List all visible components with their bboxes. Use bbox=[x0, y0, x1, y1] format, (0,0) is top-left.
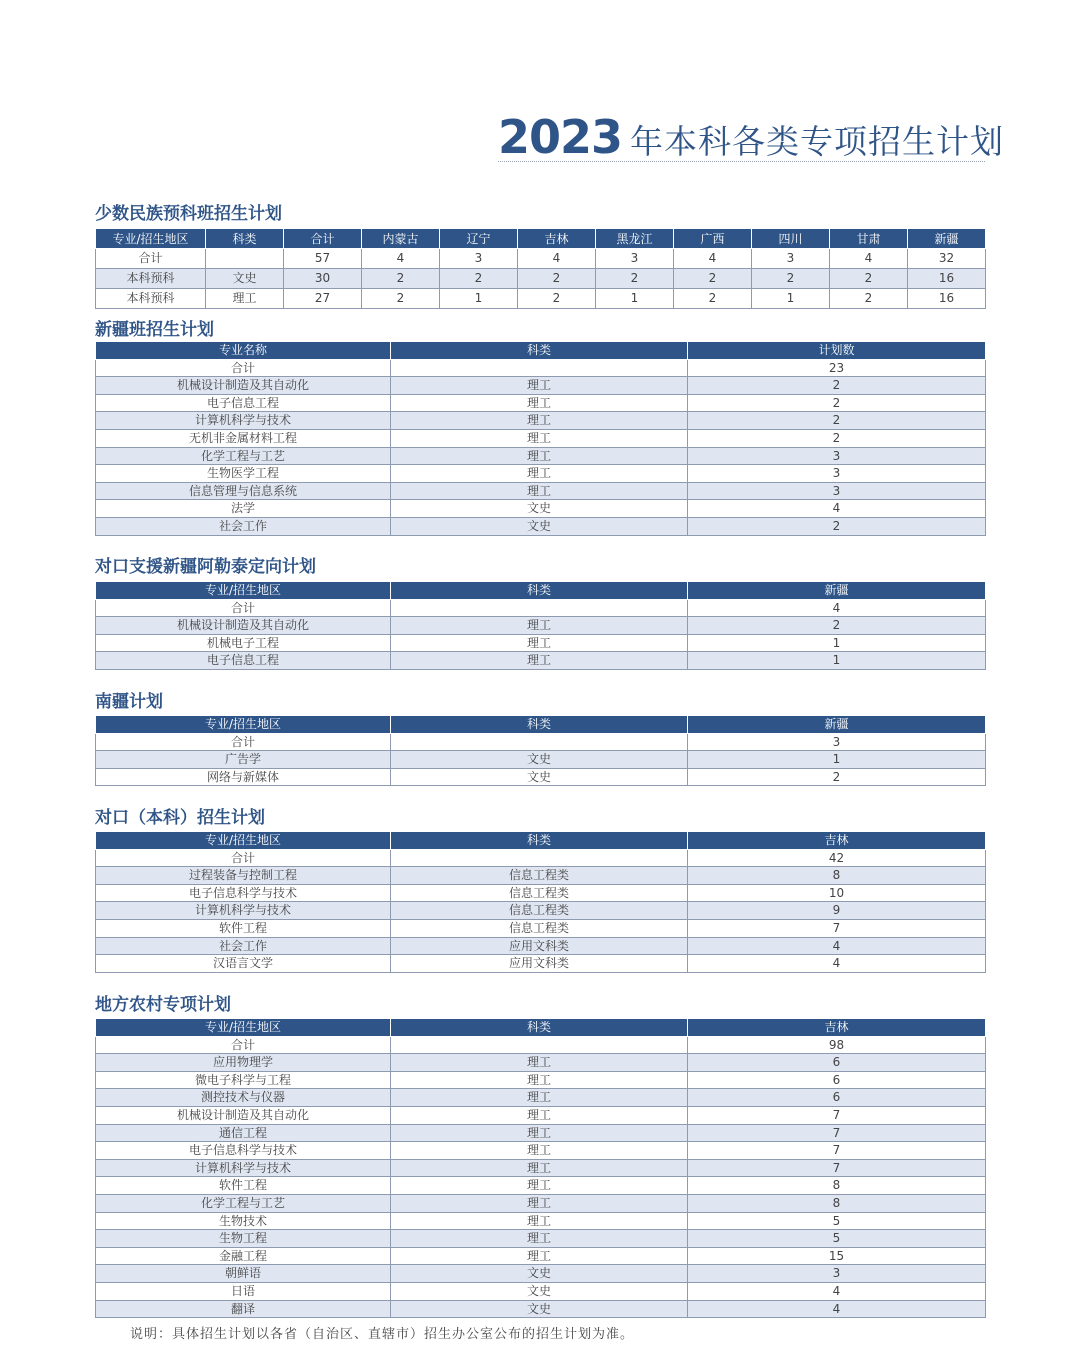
table-row bbox=[96, 1300, 986, 1318]
table-cell: 法学 bbox=[96, 500, 391, 518]
table-cell: 8 bbox=[688, 1177, 986, 1195]
table-cell: 测控技术与仪器 bbox=[96, 1089, 391, 1107]
table-row bbox=[96, 289, 986, 309]
table-cell: 2 bbox=[688, 768, 986, 786]
table-row bbox=[96, 1177, 986, 1195]
table-cell: 本科预科 bbox=[96, 289, 206, 309]
column-header: 新疆 bbox=[688, 582, 986, 600]
table-cell: 理工 bbox=[391, 1089, 688, 1107]
column-header: 吉林 bbox=[688, 1019, 986, 1037]
footnote: 说明：具体招生计划以各省（自治区、直辖市）招生办公室公布的招生计划为准。 bbox=[130, 1327, 635, 1342]
table-cell: 汉语言文学 bbox=[96, 955, 391, 973]
table-cell: 理工 bbox=[391, 634, 688, 652]
table-row bbox=[96, 1124, 986, 1142]
table-row bbox=[96, 849, 986, 867]
table-cell: 理工 bbox=[391, 1124, 688, 1142]
table-cell: 16 bbox=[908, 289, 986, 309]
column-header: 专业/招生地区 bbox=[96, 832, 391, 850]
table-cell: 软件工程 bbox=[96, 919, 391, 937]
table-cell: 日语 bbox=[96, 1282, 391, 1300]
table-cell: 理工 bbox=[391, 617, 688, 635]
table-cell bbox=[206, 249, 284, 269]
table-cell: 2 bbox=[830, 289, 908, 309]
table-cell: 4 bbox=[688, 599, 986, 617]
table-cell: 8 bbox=[688, 867, 986, 885]
table-row bbox=[96, 412, 986, 430]
duikou-table bbox=[95, 831, 986, 973]
table-cell: 过程装备与控制工程 bbox=[96, 867, 391, 885]
column-header: 专业/招生地区 bbox=[96, 1019, 391, 1037]
section-title-minority: 少数民族预科班招生计划 bbox=[95, 204, 282, 224]
table-cell: 2 bbox=[688, 394, 986, 412]
rural-table bbox=[95, 1018, 986, 1318]
table-cell: 42 bbox=[688, 849, 986, 867]
table-cell: 社会工作 bbox=[96, 517, 391, 535]
table-row bbox=[96, 482, 986, 500]
table-cell: 理工 bbox=[391, 1159, 688, 1177]
table-cell: 生物医学工程 bbox=[96, 465, 391, 483]
table-row bbox=[96, 751, 986, 769]
table-cell: 理工 bbox=[391, 1142, 688, 1160]
table-row bbox=[96, 1089, 986, 1107]
page-title bbox=[498, 110, 1005, 164]
table-cell: 4 bbox=[688, 937, 986, 955]
header-row bbox=[96, 229, 986, 249]
table-cell: 计算机科学与技术 bbox=[96, 412, 391, 430]
table-row bbox=[96, 429, 986, 447]
column-header: 专业/招生地区 bbox=[96, 716, 391, 734]
section-title-nanjiang: 南疆计划 bbox=[95, 692, 163, 712]
table-cell: 15 bbox=[688, 1247, 986, 1265]
table-cell: 3 bbox=[688, 447, 986, 465]
table-cell: 2 bbox=[362, 289, 440, 309]
title-text: 年本科各类专项招生计划 bbox=[630, 122, 1005, 161]
column-header: 合计 bbox=[284, 229, 362, 249]
table-cell: 机械设计制造及其自动化 bbox=[96, 377, 391, 395]
table-cell: 理工 bbox=[391, 1071, 688, 1089]
table-cell: 2 bbox=[752, 269, 830, 289]
table-cell: 理工 bbox=[391, 652, 688, 670]
table-cell: 机械设计制造及其自动化 bbox=[96, 1106, 391, 1124]
table-cell: 3 bbox=[440, 249, 518, 269]
table-cell: 广告学 bbox=[96, 751, 391, 769]
table-row bbox=[96, 517, 986, 535]
table-cell: 文史 bbox=[391, 1265, 688, 1283]
column-header: 科类 bbox=[391, 342, 688, 360]
table-cell: 3 bbox=[688, 1265, 986, 1283]
table-cell: 5 bbox=[688, 1212, 986, 1230]
table-cell: 4 bbox=[688, 1300, 986, 1318]
table-cell: 2 bbox=[688, 377, 986, 395]
table-cell: 理工 bbox=[391, 1194, 688, 1212]
table-cell: 理工 bbox=[391, 447, 688, 465]
table-cell: 计算机科学与技术 bbox=[96, 1159, 391, 1177]
section-title-rural: 地方农村专项计划 bbox=[95, 995, 231, 1015]
table-row bbox=[96, 902, 986, 920]
table-row bbox=[96, 1247, 986, 1265]
table-cell: 计算机科学与技术 bbox=[96, 902, 391, 920]
header-row bbox=[96, 582, 986, 600]
table-row bbox=[96, 394, 986, 412]
table-cell: 理工 bbox=[391, 1212, 688, 1230]
section-title-aletai: 对口支援新疆阿勒泰定向计划 bbox=[95, 557, 316, 577]
table-cell: 4 bbox=[688, 500, 986, 518]
table-cell: 翻译 bbox=[96, 1300, 391, 1318]
table-row bbox=[96, 1230, 986, 1248]
table-row bbox=[96, 634, 986, 652]
table-cell: 生物工程 bbox=[96, 1230, 391, 1248]
table-cell: 电子信息工程 bbox=[96, 394, 391, 412]
table-cell: 1 bbox=[596, 289, 674, 309]
table-cell: 理工 bbox=[391, 482, 688, 500]
table-row bbox=[96, 1159, 986, 1177]
table-row bbox=[96, 500, 986, 518]
table-cell: 5 bbox=[688, 1230, 986, 1248]
table-cell: 8 bbox=[688, 1194, 986, 1212]
table-cell: 信息管理与信息系统 bbox=[96, 482, 391, 500]
table-cell: 理工 bbox=[391, 1177, 688, 1195]
column-header: 广西 bbox=[674, 229, 752, 249]
table-cell: 1 bbox=[688, 751, 986, 769]
table-row bbox=[96, 652, 986, 670]
table-cell: 应用物理学 bbox=[96, 1054, 391, 1072]
table-cell bbox=[391, 359, 688, 377]
table-cell: 98 bbox=[688, 1036, 986, 1054]
table-cell: 信息工程类 bbox=[391, 919, 688, 937]
table-cell: 信息工程类 bbox=[391, 902, 688, 920]
table-row bbox=[96, 884, 986, 902]
nanjiang-table bbox=[95, 715, 986, 786]
column-header: 内蒙古 bbox=[362, 229, 440, 249]
table-row bbox=[96, 1194, 986, 1212]
table-cell: 3 bbox=[688, 465, 986, 483]
table-cell: 30 bbox=[284, 269, 362, 289]
column-header: 新疆 bbox=[908, 229, 986, 249]
table-cell: 朝鲜语 bbox=[96, 1265, 391, 1283]
table-cell: 3 bbox=[752, 249, 830, 269]
table-cell: 3 bbox=[596, 249, 674, 269]
column-header: 专业/招生地区 bbox=[96, 229, 206, 249]
table-row bbox=[96, 599, 986, 617]
table-cell: 4 bbox=[830, 249, 908, 269]
table-row bbox=[96, 768, 986, 786]
table-cell: 理工 bbox=[391, 429, 688, 447]
table-cell: 合计 bbox=[96, 733, 391, 751]
table-cell: 合计 bbox=[96, 849, 391, 867]
table-cell: 化学工程与工艺 bbox=[96, 1194, 391, 1212]
table-cell: 4 bbox=[688, 1282, 986, 1300]
table-cell: 9 bbox=[688, 902, 986, 920]
header-row bbox=[96, 832, 986, 850]
table-cell bbox=[391, 849, 688, 867]
table-cell: 信息工程类 bbox=[391, 884, 688, 902]
table-cell: 理工 bbox=[391, 1230, 688, 1248]
table-cell bbox=[391, 733, 688, 751]
table-cell: 化学工程与工艺 bbox=[96, 447, 391, 465]
table-row bbox=[96, 377, 986, 395]
column-header: 科类 bbox=[391, 582, 688, 600]
table-cell: 理工 bbox=[391, 465, 688, 483]
table-cell: 2 bbox=[688, 429, 986, 447]
table-cell: 16 bbox=[908, 269, 986, 289]
table-row bbox=[96, 465, 986, 483]
table-row bbox=[96, 867, 986, 885]
table-cell: 生物技术 bbox=[96, 1212, 391, 1230]
header-row bbox=[96, 716, 986, 734]
table-row bbox=[96, 1282, 986, 1300]
table-cell: 文史 bbox=[391, 751, 688, 769]
section-title-duikou: 对口（本科）招生计划 bbox=[95, 808, 265, 828]
table-cell: 1 bbox=[688, 652, 986, 670]
column-header: 科类 bbox=[391, 716, 688, 734]
table-cell: 7 bbox=[688, 1124, 986, 1142]
table-cell: 1 bbox=[688, 634, 986, 652]
table-cell: 57 bbox=[284, 249, 362, 269]
table-cell: 电子信息科学与技术 bbox=[96, 884, 391, 902]
table-cell: 4 bbox=[518, 249, 596, 269]
table-cell: 23 bbox=[688, 359, 986, 377]
table-cell: 网络与新媒体 bbox=[96, 768, 391, 786]
table-cell bbox=[391, 1036, 688, 1054]
table-cell: 社会工作 bbox=[96, 937, 391, 955]
table-row bbox=[96, 1265, 986, 1283]
column-header: 四川 bbox=[752, 229, 830, 249]
table-cell: 电子信息工程 bbox=[96, 652, 391, 670]
column-header: 计划数 bbox=[688, 342, 986, 360]
minority-table bbox=[95, 228, 986, 309]
table-row bbox=[96, 1054, 986, 1072]
header-row bbox=[96, 342, 986, 360]
table-cell: 合计 bbox=[96, 1036, 391, 1054]
table-cell: 通信工程 bbox=[96, 1124, 391, 1142]
column-header: 吉林 bbox=[688, 832, 986, 850]
table-cell: 合计 bbox=[96, 359, 391, 377]
table-cell: 2 bbox=[518, 269, 596, 289]
table-cell: 本科预科 bbox=[96, 269, 206, 289]
table-cell: 文史 bbox=[391, 1282, 688, 1300]
table-cell: 软件工程 bbox=[96, 1177, 391, 1195]
column-header: 科类 bbox=[206, 229, 284, 249]
column-header: 黑龙江 bbox=[596, 229, 674, 249]
table-cell: 2 bbox=[688, 412, 986, 430]
table-cell: 机械设计制造及其自动化 bbox=[96, 617, 391, 635]
table-cell: 2 bbox=[830, 269, 908, 289]
table-cell: 4 bbox=[688, 955, 986, 973]
table-cell: 应用文科类 bbox=[391, 937, 688, 955]
table-cell: 理工 bbox=[206, 289, 284, 309]
table-cell: 文史 bbox=[391, 768, 688, 786]
table-cell: 微电子科学与工程 bbox=[96, 1071, 391, 1089]
table-cell: 1 bbox=[752, 289, 830, 309]
table-cell: 7 bbox=[688, 1159, 986, 1177]
table-cell: 3 bbox=[688, 733, 986, 751]
table-cell: 无机非金属材料工程 bbox=[96, 429, 391, 447]
table-cell: 2 bbox=[518, 289, 596, 309]
table-cell: 10 bbox=[688, 884, 986, 902]
table-cell: 2 bbox=[688, 617, 986, 635]
table-cell: 应用文科类 bbox=[391, 955, 688, 973]
xinjiang-table bbox=[95, 341, 986, 536]
column-header: 专业名称 bbox=[96, 342, 391, 360]
table-row bbox=[96, 1106, 986, 1124]
table-cell: 理工 bbox=[391, 394, 688, 412]
table-cell: 3 bbox=[688, 482, 986, 500]
table-row bbox=[96, 1036, 986, 1054]
column-header: 科类 bbox=[391, 832, 688, 850]
table-cell: 电子信息科学与技术 bbox=[96, 1142, 391, 1160]
column-header: 甘肃 bbox=[830, 229, 908, 249]
table-row bbox=[96, 1071, 986, 1089]
table-cell: 文史 bbox=[391, 500, 688, 518]
table-cell: 理工 bbox=[391, 1106, 688, 1124]
table-cell: 理工 bbox=[391, 377, 688, 395]
table-cell: 2 bbox=[688, 517, 986, 535]
table-row bbox=[96, 359, 986, 377]
table-row bbox=[96, 447, 986, 465]
table-cell: 1 bbox=[440, 289, 518, 309]
header-row bbox=[96, 1019, 986, 1037]
table-cell: 2 bbox=[596, 269, 674, 289]
table-row bbox=[96, 733, 986, 751]
table-cell: 文史 bbox=[391, 517, 688, 535]
table-row bbox=[96, 249, 986, 269]
table-row bbox=[96, 937, 986, 955]
column-header: 新疆 bbox=[688, 716, 986, 734]
table-cell: 文史 bbox=[206, 269, 284, 289]
table-cell: 4 bbox=[362, 249, 440, 269]
table-cell: 7 bbox=[688, 1142, 986, 1160]
table-cell: 2 bbox=[362, 269, 440, 289]
table-cell: 合计 bbox=[96, 599, 391, 617]
table-cell: 2 bbox=[674, 269, 752, 289]
table-row bbox=[96, 1212, 986, 1230]
section-title-xinjiang: 新疆班招生计划 bbox=[95, 320, 214, 340]
column-header: 专业/招生地区 bbox=[96, 582, 391, 600]
column-header: 辽宁 bbox=[440, 229, 518, 249]
table-cell: 6 bbox=[688, 1089, 986, 1107]
table-cell: 理工 bbox=[391, 1054, 688, 1072]
table-row bbox=[96, 1142, 986, 1160]
title-year: 2023 bbox=[498, 110, 623, 164]
table-cell: 32 bbox=[908, 249, 986, 269]
table-row bbox=[96, 617, 986, 635]
column-header: 科类 bbox=[391, 1019, 688, 1037]
table-cell: 理工 bbox=[391, 1247, 688, 1265]
table-cell: 2 bbox=[674, 289, 752, 309]
table-cell bbox=[391, 599, 688, 617]
table-cell: 27 bbox=[284, 289, 362, 309]
column-header: 吉林 bbox=[518, 229, 596, 249]
aletai-table bbox=[95, 581, 986, 670]
table-cell: 7 bbox=[688, 1106, 986, 1124]
table-cell: 7 bbox=[688, 919, 986, 937]
table-cell: 文史 bbox=[391, 1300, 688, 1318]
table-cell: 合计 bbox=[96, 249, 206, 269]
table-cell: 2 bbox=[440, 269, 518, 289]
table-row bbox=[96, 269, 986, 289]
table-cell: 理工 bbox=[391, 412, 688, 430]
table-row bbox=[96, 919, 986, 937]
table-row bbox=[96, 955, 986, 973]
table-cell: 金融工程 bbox=[96, 1247, 391, 1265]
table-cell: 6 bbox=[688, 1054, 986, 1072]
table-cell: 机械电子工程 bbox=[96, 634, 391, 652]
table-cell: 信息工程类 bbox=[391, 867, 688, 885]
table-cell: 6 bbox=[688, 1071, 986, 1089]
table-cell: 4 bbox=[674, 249, 752, 269]
